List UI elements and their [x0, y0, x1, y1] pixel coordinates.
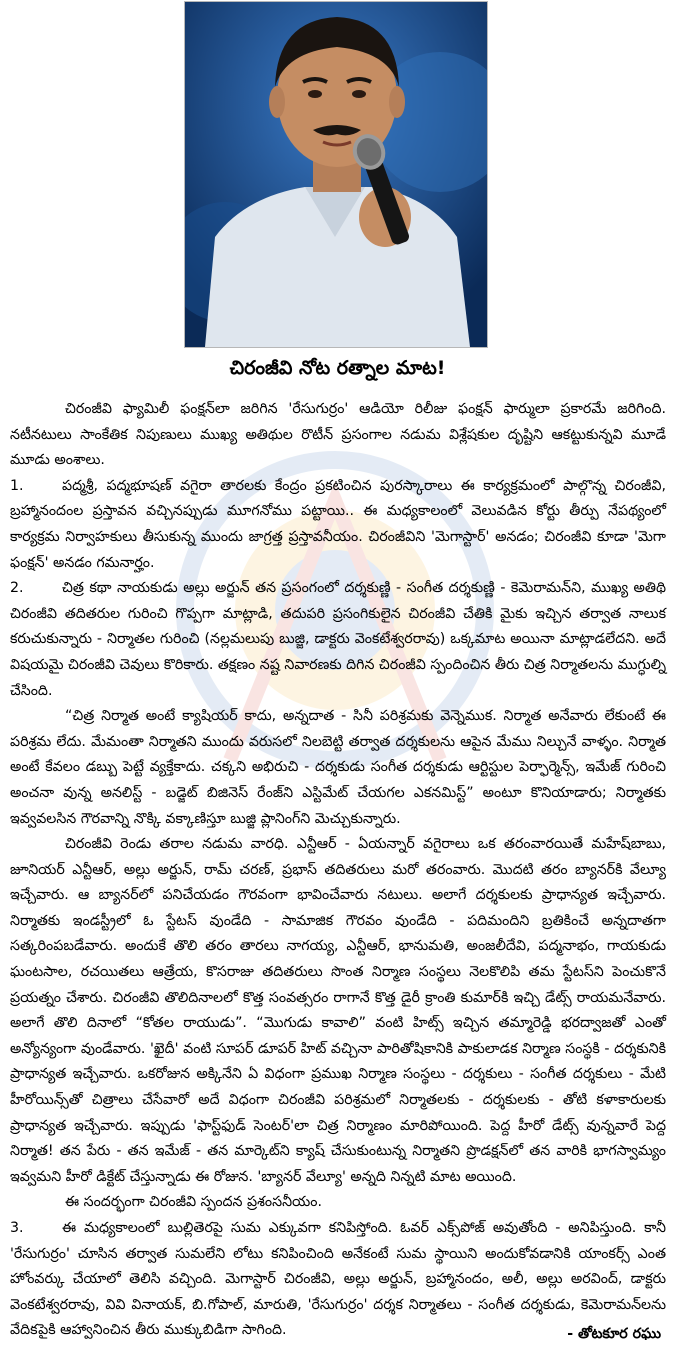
- paragraph-generations: [10, 832, 666, 1190]
- point-number: 3.: [10, 1220, 24, 1236]
- article-body: [10, 397, 666, 1344]
- article-photo: [184, 1, 488, 348]
- paragraph-text: చిత్ర కథా నాయకుడు అల్లు అర్జున్ తన ప్రసంగంలో దర్శకుణ్ణి - సంగీత దర్శకుణ్ణి - కెమెరామన్‌ని, ముఖ్య అతిథి చిరంజీవి తదితరుల గురించి గొప్పగా మాట్లాడి, తదుపరి ప్రసంగికులైన చిరంజీవి చేతికి మైకు ఇచ్చిన తర్వాత నాలుక కరుచుకున్నారు - నిర్మాతల గురించి (నల్లమలుపు బుజ్జి, డాక్టరు వెంకటేశ్వరరావు) ఒక్కమాట అయినా మాట్లాడలేదని. అదే విషయమై చిరంజీవి చెవులు కొరికారు. తక్షణం నష్ట నివారణకు దిగిన చిరంజీవి స్పందించిన తీరు చిత్ర నిర్మాతలను ముగ్ధుల్ని చేసింది.: [10, 580, 666, 699]
- point-number: 1.: [10, 477, 24, 494]
- paragraph-text: “చిత్ర నిర్మాత అంటే క్యాషియర్ కాదు, అన్నదాత - సినీ పరిశ్రమకు వెన్నెముక. నిర్మాత అనేవారు లేకుంటే ఈ పరిశ్రమ లేదు. మేమంతా నిర్మాతని ముందు వరుసలో నిలబెట్టి తర్వాత దర్శకులను ఆపైన మేము నిల్చునే వాళ్ళం. నిర్మాత అంటే కేవలం డబ్బు పెట్టే వ్యక్తేకాదు. చక్కని అభిరుచి - దర్శకుడు సంగీత దర్శకుడు ఆర్టిస్టుల పెర్ఫార్మెన్స్, ఇమేజ్ గురించి అంచనా వున్న అనలిస్ట్ - బడ్జెట్ బిజినెస్ రేంజ్‌ని ఎస్టిమేట్ చేయగల ఎకనమిస్ట్” అంటూ కొనియాడారు; నిర్మాతకు ఇవ్వవలసిన గౌరవాన్ని నొక్కి వక్కాణిస్తూ బుజ్జి ప్లానింగ్‌ని మెచ్చుకున్నారు.: [10, 708, 666, 827]
- author-byline: - తోటకూర రఘు: [567, 1326, 661, 1342]
- headline: చిరంజీవి నోట రత్నాల మాట!: [229, 357, 446, 379]
- paragraph-quote: [10, 704, 666, 832]
- point-number: 2.: [10, 580, 24, 597]
- paragraph-text: చిరంజీవి ఫ్యామిలీ ఫంక్షన్‌లా జరిగిన 'రేసుగుర్రం' ఆడియో రిలీజు ఫంక్షన్ ఫార్ములా ప్రకారమే జరిగింది. నటీనటులు సాంకేతిక నిపుణులు ముఖ్య అతిథుల రొటీన్ ప్రసంగాల నడుమ విశ్లేషకుల దృష్టిని ఆకట్టుకున్నవి మూడే మూడు అంశాలు.: [10, 401, 666, 469]
- paragraph-text: ఈ సందర్భంగా చిరంజీవి స్పందన ప్రశంసనీయం.: [65, 1194, 322, 1211]
- paragraph-text: పద్మశ్రీ, పద్మభూషణ్ వగైరా తారలకు కేంద్రం ప్రకటించిన పురస్కారాలు ఈ కార్యక్రమంలో పాల్గొన్న చిరంజీవి, బ్రహ్మానందంల ప్రస్తావన వచ్చినప్పుడు మూగనోము పట్టాయి.. ఈ మధ్యకాలంలో వెలువడిన కోర్టు తీర్పు నేపథ్యంలో కార్యక్రమ నిర్వాహకులు తీసుకున్న ముందు జాగ్రత్త ప్రస్తావనీయం. చిరంజీవిని 'మెగాస్టార్' అనడం; చిరంజీవి కూడా 'మెగా ఫంక్షన్' అనడం గమనార్హం.: [10, 477, 666, 571]
- paragraph-point-2: [10, 576, 666, 704]
- paragraph-point-1: [10, 474, 666, 576]
- paragraph-text: ఈ మధ్యకాలంలో బుల్లితెరపై సుమ ఎక్కువగా కనిపిస్తోంది. ఓవర్ ఎక్స్‌పోజ్ అవుతోంది - అనిపిస్తుంది. కానీ 'రేసుగుర్రం' చూసిన తర్వాత సుమలేని లోటు కనిపించింది అనేకంటే సుమ స్థాయిని అందుకోవడానికి యాంకర్స్ ఎంత హోంవర్కు చేయాలో తెలిసి వచ్చింది. మెగాస్టార్ చిరంజీవి, అల్లు అర్జున్, బ్రహ్మానందం, అలీ, అల్లు అరవింద్, డాక్టరు వెంకటేశ్వరరావు, వివి వినాయక్, బి.గోపాల్, మారుతి, 'రేసుగుర్రం' దర్శక నిర్మాతలు - సంగీత దర్శకుడు, కెమెరామన్‌లను వేదికపైకి ఆహ్వానించిన తీరు ముక్కుబిడిగా సాగింది.: [10, 1220, 666, 1339]
- person-with-microphone-icon: [185, 2, 487, 347]
- paragraph-intro: [10, 397, 666, 474]
- paragraph-response: [10, 1190, 666, 1216]
- paragraph-text: చిరంజీవి రెండు తరాల నడుమ వారధి. ఎన్టీఆర్ - ఏయన్నార్ వగైరాలు ఒక తరంవారయితే మహేష్‌బాబు, జూనియర్ ఎన్టీఆర్, అల్లు అర్జున్, రామ్ చరణ్, ప్రభాస్ తదితరులు మరో తరంవారు. మొదటి తరం బ్యానర్‌కి వేల్యూ ఇచ్చేవారు. ఆ బ్యానర్‌లో పనిచేయడం గౌరవంగా భావించేవారు నటులు. అలాగే దర్శకులకు ప్రాధాన్యత ఇచ్చేవారు. నిర్మాతకు ఇండస్ట్రీలో ఓ స్టేటస్ వుండేది - సామాజిక గౌరవం వుండేది - పదిమందిని బ్రతికించే అన్నదాతగా సత్కరింపబడేవారు. అందుకే తొలి తరం తారలు నాగయ్య, ఎన్టీఆర్, భానుమతి, అంజలీదేవి, పద్మనాభం, గాయకుడు ఘంటసాల, రచయితలు ఆత్రేయ, కొసరాజు తదితరులు సొంత నిర్మాణ సంస్థలు నెలకొలిపి తమ స్టేటస్‌ని పెంచుకొనే ప్రయత్నం చేశారు. చిరంజీవి తొలిదినాలలో కొత్త సంవత్సరం రాగానే కొత్త డైరీ క్రాంతి కుమార్‌కి ఇచ్చి డేట్స్ రాయమనేవారు. అలాగే తొలి దినాలో “కోతల రాయుడు”. “మొగుడు కావాలి” వంటి హిట్స్ ఇచ్చిన తమ్మారెడ్డి భరద్వాజతో ఎంతో అన్యోన్యంగా వుండేవారు. 'ఖైదీ' వంటి సూపర్ డూపర్ హిట్ వచ్చినా పారితోషికానికి పాకులాడక నిర్మాణ సంస్థకి - దర్శకునికి ప్రాధాన్యత ఇచ్చేవారు. ఒకరోజున అక్కినేని ఏ విధంగా ప్రముఖ నిర్మాణ సంస్థలు - దర్శకులు - సంగీత దర్శకులు - మేటి హీరోయిన్స్‌తో చిత్రాలు చేసేవారో అదే విధంగా చిరంజీవి పరిశ్రమలో నిర్మాతలకు - దర్శకులకు - తోటి కళాకారులకు ప్రాధాన్యత ఇచ్చేవారు. ఇప్పుడు 'ఫాస్ట్‌ఫుడ్ సెంటర్'లా చిత్ర నిర్మాణం మారిపోయింది. పెద్ద హీరో డేట్స్ వున్నవారే పెద్ద నిర్మాత! తన పేరు - తన ఇమేజ్ - తన మార్కెట్‌ని క్యాష్ చేసుకుంటున్న నిర్మాతని ప్రొడక్షన్‌లో తన వారికి భాగస్వామ్యం ఇవ్వమని హీరో డిక్టేట్ చేస్తున్నాడు ఈ రోజున. 'బ్యానర్ వేల్యూ' అన్నది నిన్నటి మాట అయింది.: [10, 836, 666, 1185]
